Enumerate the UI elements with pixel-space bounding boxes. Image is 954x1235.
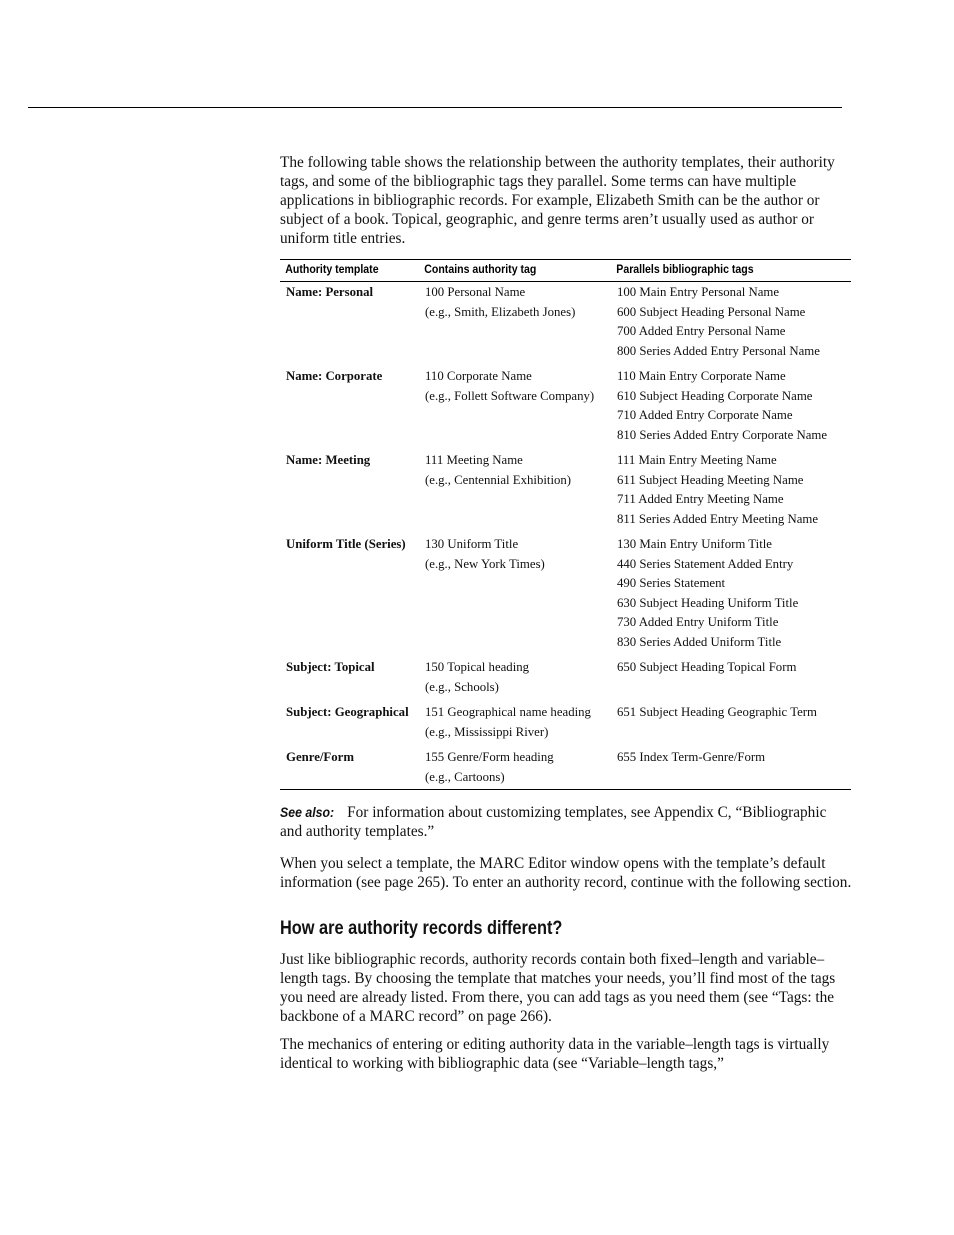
bibliographic-tag-line: 630 Subject Heading Uniform Title	[617, 595, 799, 610]
authority-tag-line: (e.g., Cartoons)	[425, 769, 505, 784]
table-row	[280, 658, 851, 703]
table-row	[280, 703, 851, 748]
table-row	[280, 282, 851, 368]
authority-tag-line: 100 Personal Name	[425, 285, 526, 299]
column-header-authority-tag: Contains authority tag	[419, 260, 588, 282]
bibliographic-tag-line: 655 Index Term-Genre/Form	[617, 750, 766, 764]
table-row	[280, 367, 851, 451]
table-header-row	[280, 260, 851, 282]
authority-tag-line: 130 Uniform Title	[425, 537, 519, 551]
bibliographic-tag-line: 490 Series Statement	[617, 576, 726, 590]
authority-tag-cell	[419, 282, 611, 368]
bibliographic-tag-line: 811 Series Added Entry Meeting Name	[617, 511, 819, 526]
header-rule	[28, 107, 842, 108]
bibliographic-tag-line: 730 Added Entry Uniform Title	[617, 615, 779, 629]
bibliographic-tag-line: 651 Subject Heading Geographic Term	[617, 705, 818, 719]
section-heading: How are authority records different?	[280, 918, 563, 939]
authority-tag-line: 111 Meeting Name	[425, 453, 523, 467]
bibliographic-tag-line: 830 Series Added Uniform Title	[617, 634, 782, 649]
authority-tag-cell	[419, 367, 611, 451]
bibliographic-tag-line: 800 Series Added Entry Personal Name	[617, 343, 820, 358]
authority-tag-line: (e.g., New York Times)	[425, 556, 545, 571]
template-cell: Genre/Form	[286, 750, 354, 764]
bibliographic-tag-line: 611 Subject Heading Meeting Name	[617, 472, 804, 487]
authority-tag-cell	[419, 451, 611, 535]
intro-paragraph: The following table shows the relationship between the authority templates, their authority tags, and some of the bibliographic tags they parallel. Some terms can have multiple applications in bibliographic records. For example, Elizabeth Smith can be the author or subject of a book. Topical, geographic, and genre terms aren’t usually used as author or uniform title entries.	[280, 154, 835, 247]
authority-tag-cell	[419, 535, 611, 658]
authority-tag-line: 155 Genre/Form heading	[425, 750, 554, 764]
authority-tag-cell	[419, 658, 611, 703]
bibliographic-tags-cell	[611, 451, 851, 535]
authority-tag-line: (e.g., Centennial Exhibition)	[425, 472, 572, 487]
bibliographic-tags-cell	[611, 367, 851, 451]
bibliographic-tag-line: 110 Main Entry Corporate Name	[617, 369, 786, 383]
template-cell: Name: Personal	[286, 285, 374, 299]
bibliographic-tag-line: 711 Added Entry Meeting Name	[617, 492, 784, 506]
authority-tag-line: (e.g., Smith, Elizabeth Jones)	[425, 304, 576, 319]
bibliographic-tag-line: 700 Added Entry Personal Name	[617, 324, 786, 338]
mechanics-paragraph: The mechanics of entering or editing authority data in the variable–length tags is virtually identical to working with bibliographic data (see “Variable–length tags,”	[280, 1036, 830, 1072]
see-also-text: For information about customizing templates, see Appendix C, “Bibliographic and authority templates.”	[280, 804, 827, 840]
bibliographic-tag-line: 600 Subject Heading Personal Name	[617, 304, 806, 319]
template-select-paragraph: When you select a template, the MARC Editor window opens with the template’s default information (see page 265). To enter an authority record, continue with the following section.	[280, 855, 852, 891]
authority-difference-paragraph: Just like bibliographic records, authority records contain both fixed–length and variable–length tags. By choosing the template that matches your needs, you’ll find most of the tags you need are already listed. From there, you can add tags as you need them (see “Tags: the backbone of a MARC record” on page 266).	[280, 951, 836, 1025]
template-cell: Name: Meeting	[286, 453, 371, 467]
table-body	[280, 282, 851, 790]
bibliographic-tag-line: 810 Series Added Entry Corporate Name	[617, 427, 828, 442]
bibliographic-tag-line: 610 Subject Heading Corporate Name	[617, 388, 813, 403]
authority-tag-line: (e.g., Follett Software Company)	[425, 388, 595, 403]
table-row	[280, 535, 851, 658]
bibliographic-tags-cell	[611, 282, 851, 368]
body-content	[280, 153, 852, 1073]
authority-tag-line: (e.g., Mississippi River)	[425, 724, 549, 739]
bibliographic-tag-line: 440 Series Statement Added Entry	[617, 556, 794, 571]
bibliographic-tag-line: 650 Subject Heading Topical Form	[617, 660, 797, 674]
authority-tag-line: (e.g., Schools)	[425, 679, 499, 694]
bibliographic-tag-line: 130 Main Entry Uniform Title	[617, 537, 772, 551]
template-cell: Uniform Title (Series)	[286, 537, 406, 551]
bibliographic-tag-line: 100 Main Entry Personal Name	[617, 285, 780, 299]
column-header-template: Authority template	[280, 260, 402, 282]
table-row	[280, 748, 851, 790]
authority-tag-cell	[419, 703, 611, 748]
bibliographic-tags-cell	[611, 748, 851, 790]
template-cell: Name: Corporate	[286, 369, 383, 383]
authority-template-table	[280, 259, 851, 790]
bibliographic-tag-line: 111 Main Entry Meeting Name	[617, 453, 777, 467]
authority-tag-line: 110 Corporate Name	[425, 369, 532, 383]
authority-tag-line: 151 Geographical name heading	[425, 705, 591, 719]
see-also-note	[280, 803, 852, 841]
column-header-bibliographic-tags: Parallels bibliographic tags	[611, 260, 822, 282]
authority-tag-cell	[419, 748, 611, 790]
bibliographic-tags-cell	[611, 658, 851, 703]
table-row	[280, 451, 851, 535]
bibliographic-tags-cell	[611, 535, 851, 658]
template-cell: Subject: Topical	[286, 660, 375, 674]
template-cell: Subject: Geographical	[286, 705, 409, 719]
bibliographic-tags-cell	[611, 703, 851, 748]
bibliographic-tag-line: 710 Added Entry Corporate Name	[617, 408, 793, 422]
authority-tag-line: 150 Topical heading	[425, 660, 530, 674]
see-also-label: See also:	[280, 804, 335, 820]
